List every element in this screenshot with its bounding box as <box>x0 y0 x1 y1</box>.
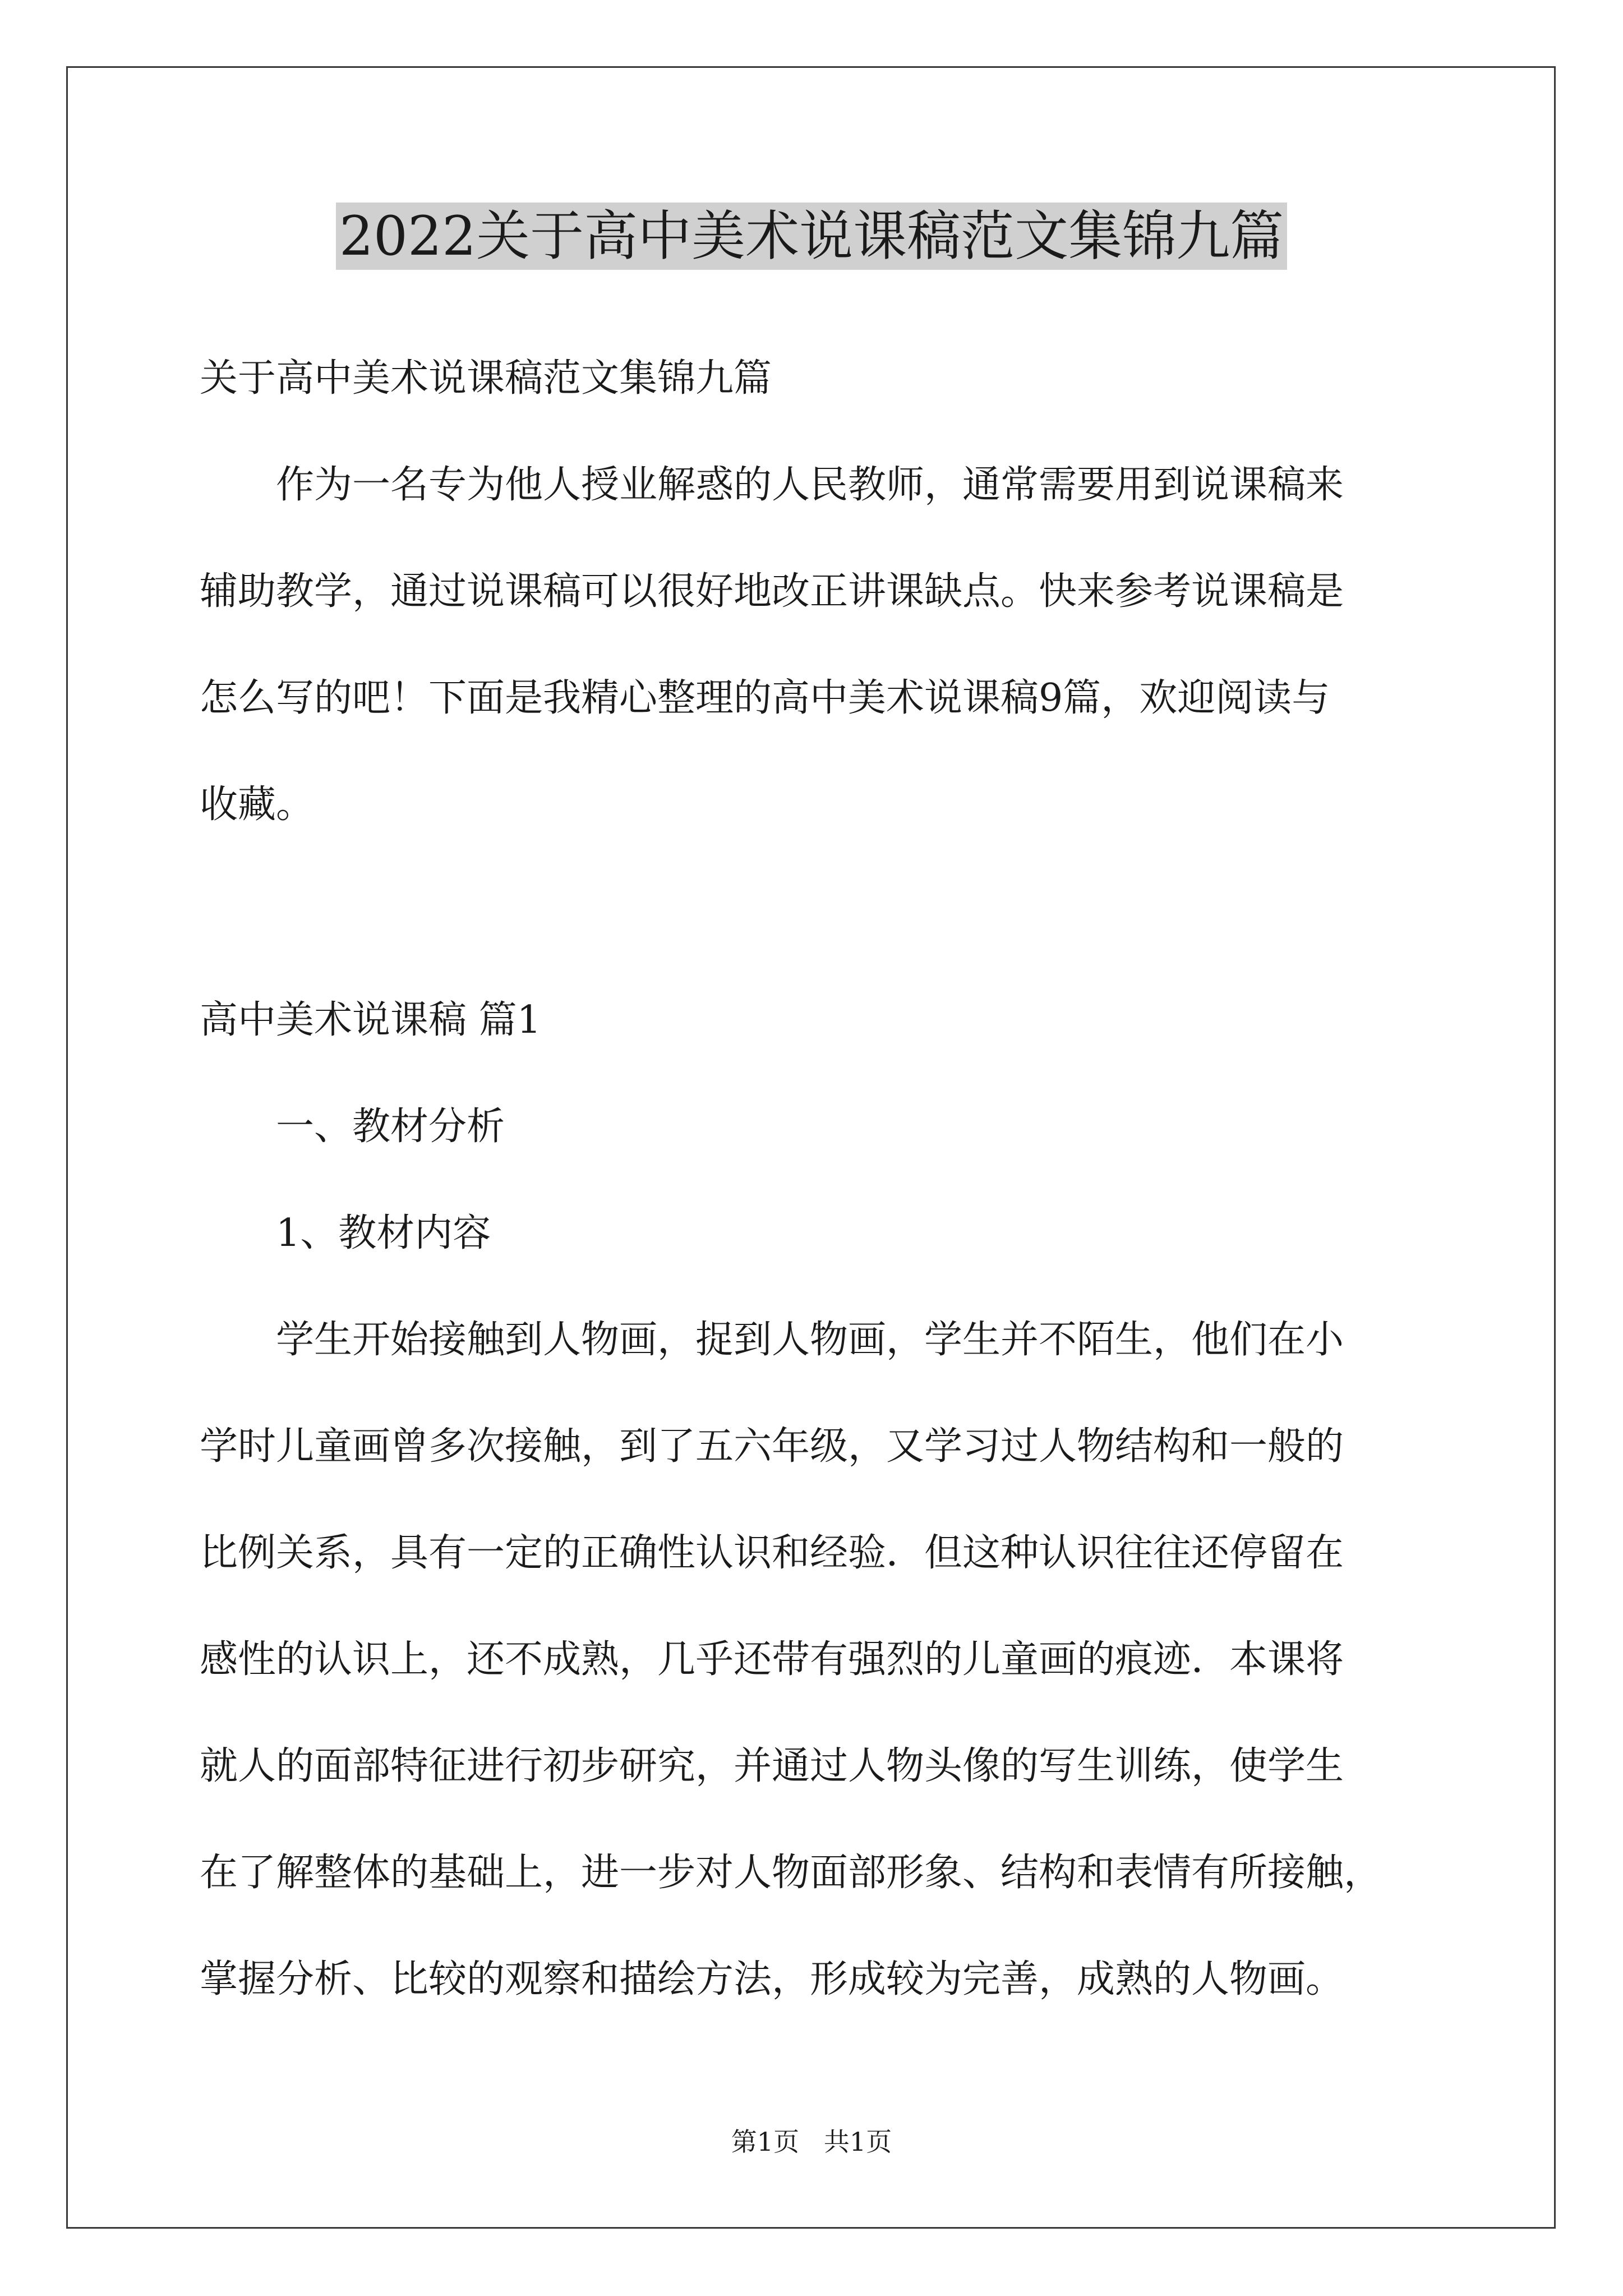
body-line: 感性的认识上，还不成熟，几乎还带有强烈的儿童画的痕迹．本课将 <box>200 1637 1344 1682</box>
document-subtitle: 关于高中美术说课稿范文集锦九篇 <box>200 356 772 401</box>
body-line: 在了解整体的基础上，进一步对人物面部形象、结构和表情有所接触， <box>200 1851 1382 1895</box>
subheading-material-content: 1、教材内容 <box>200 1211 491 1255</box>
document-title <box>0 200 1623 273</box>
body-line: 学时儿童画曾多次接触，到了五六年级，又学习过人物结构和一般的 <box>200 1424 1344 1469</box>
body-line: 就人的面部特征进行初步研究，并通过人物头像的写生训练，使学生 <box>200 1744 1344 1788</box>
subheading-material-analysis: 一、教材分析 <box>200 1105 505 1149</box>
body-line: 比例关系，具有一定的正确性认识和经验．但这种认识往往还停留在 <box>200 1531 1344 1575</box>
section-heading: 高中美术说课稿 篇1 <box>200 998 541 1042</box>
body-line: 掌握分析、比较的观察和描绘方法，形成较为完善，成熟的人物画。 <box>200 1957 1344 2001</box>
intro-line: 辅助教学，通过说课稿可以很好地改正讲课缺点。快来参考说课稿是 <box>200 569 1344 614</box>
page-footer: 第1页 共1页 <box>731 2127 892 2157</box>
intro-line: 怎么写的吧！下面是我精心整理的高中美术说课稿9篇，欢迎阅读与 <box>200 676 1330 720</box>
document-title-text: 2022关于高中美术说课稿范文集锦九篇 <box>336 203 1287 270</box>
intro-line: 作为一名专为他人授业解惑的人民教师，通常需要用到说课稿来 <box>200 463 1344 507</box>
body-line: 学生开始接触到人物画，捉到人物画，学生并不陌生，他们在小 <box>200 1318 1344 1362</box>
intro-line: 收藏。 <box>200 783 315 827</box>
